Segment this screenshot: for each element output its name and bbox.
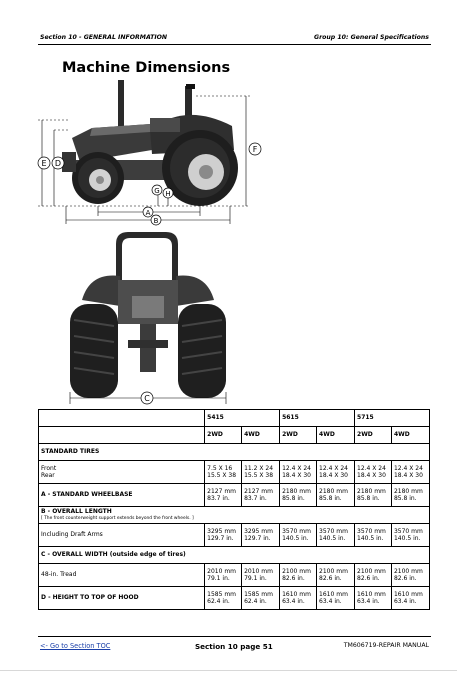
tire-cell [317, 461, 355, 484]
front-tire: 12.4 X 24 [357, 464, 386, 472]
length-cell [391, 524, 429, 547]
wheelbase-cell [205, 484, 242, 507]
mm-value: 2180 mm [393, 487, 423, 495]
front-label: Front [41, 464, 57, 472]
height-cell [205, 587, 242, 610]
drive-cell: 2WD [355, 427, 392, 444]
tire-cell [355, 461, 392, 484]
mm-value: 3295 mm [244, 527, 273, 535]
width-cell [205, 564, 242, 587]
mm-value: 3570 mm [393, 527, 423, 535]
front-tire: 12.4 X 24 [282, 464, 311, 472]
callout-g-label: G [154, 187, 160, 195]
rear-tire: 18.4 X 30 [357, 472, 386, 479]
mm-value: 3570 mm [319, 527, 348, 535]
width-cell [391, 564, 429, 587]
model-header-row [39, 410, 430, 427]
standard-tires-heading: STANDARD TIRES [39, 444, 430, 461]
wheelbase-cell [391, 484, 429, 507]
callout-d-label: D [54, 159, 62, 168]
tires-label-cell [39, 461, 205, 484]
callout-a-label: A [145, 209, 151, 217]
in-value: 83.7 in. [207, 495, 230, 502]
in-value: 63.4 in. [393, 598, 417, 605]
in-value: 79.1 in. [207, 575, 230, 582]
in-value: 140.5 in. [357, 535, 384, 542]
wheelbase-row [39, 484, 430, 507]
rear-tire: 18.4 X 30 [282, 472, 311, 479]
drive-cell: 4WD [317, 427, 355, 444]
mm-value: 2010 mm [207, 567, 237, 575]
overall-width-heading-row [39, 547, 430, 564]
length-cell [355, 524, 392, 547]
height-cell [242, 587, 280, 610]
section-toc-link[interactable]: <- Go to Section TOC [40, 642, 111, 650]
mm-value: 3295 mm [207, 527, 237, 535]
overall-width-heading: C - OVERALL WIDTH (outside edge of tires) [39, 547, 430, 564]
length-cell [242, 524, 280, 547]
callout-h-label: H [165, 190, 171, 198]
mm-value: 3570 mm [357, 527, 386, 535]
in-value: 82.6 in. [357, 575, 380, 582]
drive-cell: 4WD [242, 427, 280, 444]
front-tire: 7.5 X 16 [207, 464, 233, 472]
in-value: 140.5 in. [282, 535, 309, 542]
overall-length-note: [ The front counterweight support extends beyond the front wheels. ] [41, 515, 194, 521]
rear-tire: 15.5 X 38 [244, 472, 274, 479]
height-cell [317, 587, 355, 610]
mm-value: 2010 mm [244, 567, 273, 575]
mm-value: 2180 mm [319, 487, 348, 495]
tire-cell [205, 461, 242, 484]
mm-value: 1585 mm [207, 590, 237, 598]
drive-cell: 2WD [280, 427, 317, 444]
drive-cell: 4WD [391, 427, 429, 444]
empty-drive-cell [39, 427, 205, 444]
in-value: 82.6 in. [282, 575, 305, 582]
mm-value: 1610 mm [319, 590, 348, 598]
empty-corner-cell [39, 410, 205, 427]
mm-value: 1610 mm [357, 590, 386, 598]
mm-value: 1610 mm [282, 590, 311, 598]
mm-value: 2100 mm [319, 567, 348, 575]
in-value: 82.6 in. [319, 575, 342, 582]
wheelbase-cell [280, 484, 317, 507]
in-value: 79.1 in. [244, 575, 267, 582]
in-value: 63.4 in. [319, 598, 342, 605]
width-cell [242, 564, 280, 587]
drive-header-row [39, 427, 430, 444]
mm-value: 2180 mm [357, 487, 386, 495]
manual-id: TM606719-REPAIR MANUAL [343, 642, 429, 649]
in-value: 140.5 in. [393, 535, 421, 542]
width-cell [280, 564, 317, 587]
mm-value: 2100 mm [357, 567, 386, 575]
callout-f-label: F [252, 145, 258, 154]
front-tire: 12.4 X 24 [319, 464, 348, 472]
callout-b-label: B [153, 217, 159, 225]
in-value: 85.8 in. [282, 495, 305, 502]
in-value: 129.7 in. [207, 535, 234, 542]
overall-length-heading-cell [39, 507, 430, 524]
in-value: 129.7 in. [244, 535, 271, 542]
in-value: 62.4 in. [207, 598, 230, 605]
overall-length-heading-row [39, 507, 430, 524]
rear-tire: 18.4 X 30 [319, 472, 348, 479]
mm-value: 2127 mm [244, 487, 273, 495]
drive-cell: 2WD [205, 427, 242, 444]
height-cell [280, 587, 317, 610]
overall-width-row [39, 564, 430, 587]
standard-tires-heading-row [39, 444, 430, 461]
length-cell [280, 524, 317, 547]
in-value: 62.4 in. [244, 598, 267, 605]
front-tire: 11.2 X 24 [244, 464, 274, 472]
wheelbase-label: A - STANDARD WHEELBASE [39, 484, 205, 507]
page-number: Section 10 page 51 [195, 642, 273, 651]
in-value: 63.4 in. [357, 598, 380, 605]
in-value: 85.8 in. [319, 495, 342, 502]
tread-label: 48-in. Tread [39, 564, 205, 587]
dimensions-table [38, 409, 430, 610]
section-header: Section 10 - GENERAL INFORMATION [40, 34, 168, 41]
rear-tire: 15.5 X 38 [207, 472, 237, 479]
overall-length-heading: B - OVERALL LENGTH [41, 508, 112, 516]
group-header: Group 10: General Specifications [314, 34, 429, 41]
dimension-callouts-rear [141, 392, 153, 404]
mm-value: 2127 mm [207, 487, 237, 495]
mm-value: 3570 mm [282, 527, 311, 535]
footer-rule [38, 636, 431, 637]
front-tire: 12.4 X 24 [393, 464, 423, 472]
draft-arms-label: Including Draft Arms [39, 524, 205, 547]
tire-cell [242, 461, 280, 484]
hood-height-row [39, 587, 430, 610]
length-cell [317, 524, 355, 547]
tractor-side-view [62, 80, 238, 206]
wheelbase-cell [355, 484, 392, 507]
model-5615: 5615 [280, 410, 355, 427]
in-value: 85.8 in. [393, 495, 417, 502]
length-cell [205, 524, 242, 547]
mm-value: 2100 mm [393, 567, 423, 575]
callout-e-label: E [41, 159, 47, 168]
mm-value: 1585 mm [244, 590, 273, 598]
rear-label: Rear [41, 472, 55, 479]
hood-height-label: D - HEIGHT TO TOP OF HOOD [39, 587, 205, 610]
in-value: 82.6 in. [393, 575, 417, 582]
width-cell [355, 564, 392, 587]
in-value: 140.5 in. [319, 535, 346, 542]
width-cell [317, 564, 355, 587]
mm-value: 1610 mm [393, 590, 423, 598]
mm-value: 2100 mm [282, 567, 311, 575]
wheelbase-cell [242, 484, 280, 507]
callout-c-label: C [144, 394, 150, 403]
tire-cell [280, 461, 317, 484]
standard-tires-row [39, 461, 430, 484]
in-value: 63.4 in. [282, 598, 305, 605]
mm-value: 2180 mm [282, 487, 311, 495]
model-5415: 5415 [205, 410, 280, 427]
model-5715: 5715 [355, 410, 430, 427]
page-bottom-border [0, 670, 457, 671]
wheelbase-cell [317, 484, 355, 507]
height-cell [391, 587, 429, 610]
overall-length-row [39, 524, 430, 547]
tire-cell [391, 461, 429, 484]
height-cell [355, 587, 392, 610]
in-value: 83.7 in. [244, 495, 267, 502]
rear-tire: 18.4 X 30 [393, 472, 423, 479]
in-value: 85.8 in. [357, 495, 380, 502]
page-title: Machine Dimensions [62, 60, 231, 76]
tractor-rear-view [70, 232, 226, 398]
